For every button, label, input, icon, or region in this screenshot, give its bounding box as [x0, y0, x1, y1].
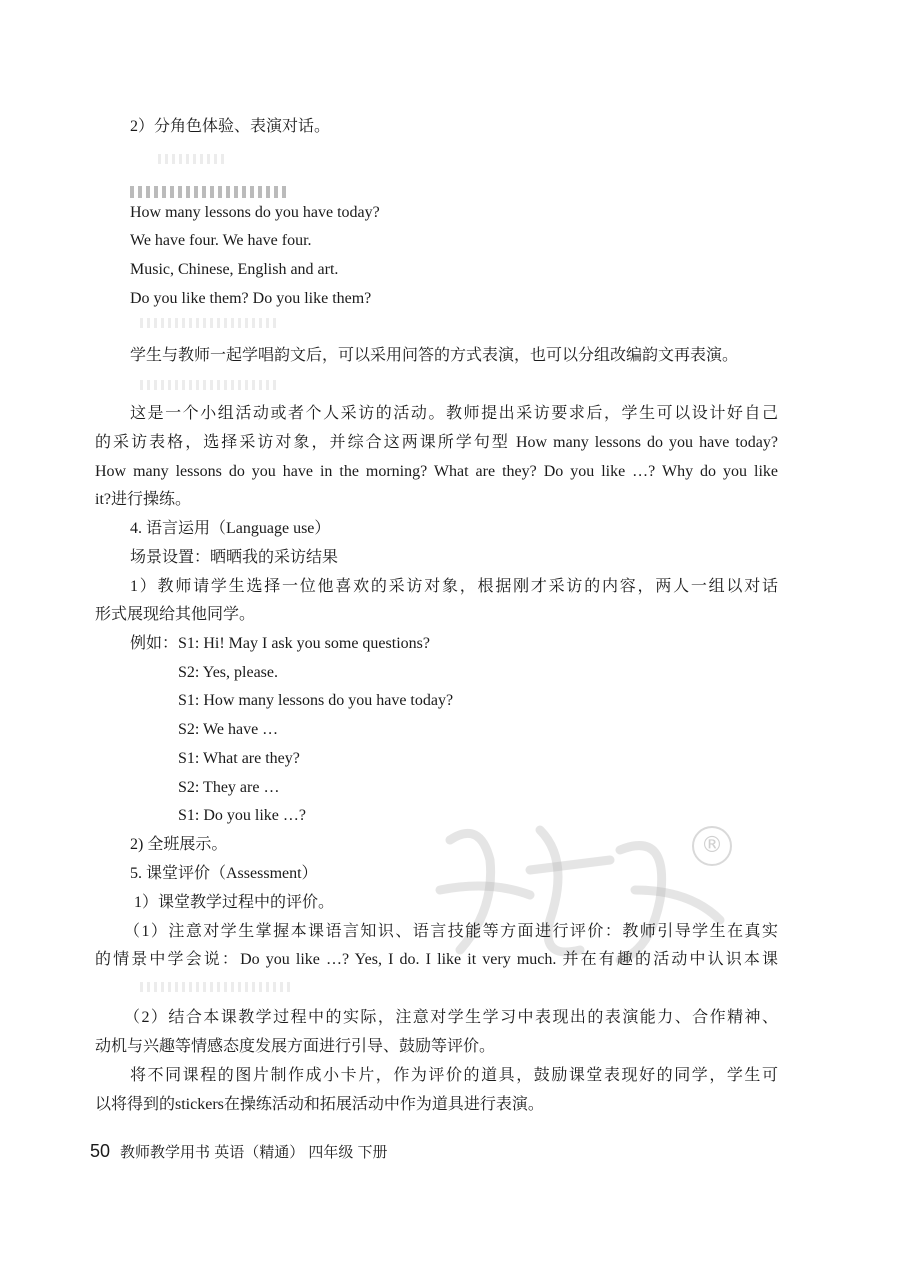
section-heading-assessment: 5. 课堂评价（Assessment） — [130, 865, 318, 882]
scan-smudge — [140, 982, 290, 992]
scan-smudge — [158, 154, 228, 164]
paragraph-interview-line-2: 的采访表格，选择采访对象，并综合这两课所学句型 How many lessons do you have today? — [95, 434, 778, 451]
book-title: 教师教学用书 英语（精通） 四年级 下册 — [120, 1144, 388, 1161]
chant-line-1: How many lessons do you have today? — [130, 204, 380, 221]
paragraph-interview-line-4: it?进行操练。 — [95, 491, 191, 508]
chant-line-3: Music, Chinese, English and art. — [130, 261, 339, 278]
scan-smudge — [140, 380, 280, 390]
example-prefix: 例如： — [130, 635, 179, 652]
chant-line-4: Do you like them? Do you like them? — [130, 290, 372, 307]
assessment-point-1-line-2: 的情景中学会说：Do you like …? Yes, I do. I like it very much. 并在有趣的活动中认识本课 — [95, 951, 778, 968]
paragraph-dialogue-line-1: 1）教师请学生选择一位他喜欢的采访对象，根据刚才采访的内容，两人一组以对话 — [130, 578, 778, 595]
scan-smudge — [140, 318, 280, 328]
assessment-point-2-line-2: 动机与兴趣等情感态度发展方面进行引导、鼓励等评价。 — [95, 1038, 496, 1055]
page-footer — [90, 1140, 388, 1164]
paragraph-interview-line-1: 这是一个小组活动或者个人采访的活动。教师提出采访要求后，学生可以设计好自己 — [130, 405, 778, 422]
dialogue-line-7: S1: Do you like …? — [178, 807, 306, 824]
paragraph-dialogue-line-2: 形式展现给其他同学。 — [95, 606, 256, 623]
scene-setting: 场景设置：晒晒我的采访结果 — [130, 549, 339, 566]
dialogue-line-6: S2: They are … — [178, 779, 280, 796]
stickers-paragraph-line-1: 将不同课程的图片制作成小卡片，作为评价的道具，鼓励课堂表现好的同学，学生可 — [130, 1067, 778, 1084]
assessment-sub-heading: 1）课堂教学过程中的评价。 — [134, 894, 335, 911]
scan-smudge — [130, 186, 290, 198]
dialogue-line-5: S1: What are they? — [178, 750, 300, 767]
paragraph-interview-line-3: How many lessons do you have in the morning? What are they? Do you like …? Why do you like — [95, 463, 778, 480]
dialogue-line-2: S2: Yes, please. — [178, 664, 279, 681]
section-heading-language-use: 4. 语言运用（Language use） — [130, 520, 331, 537]
assessment-point-2-line-1: （2）结合本课教学过程中的实际，注意对学生学习中表现出的表演能力、合作精神、 — [124, 1009, 778, 1026]
dialogue-line-3: S1: How many lessons do you have today? — [178, 692, 454, 709]
class-presentation: 2) 全班展示。 — [130, 836, 228, 853]
paragraph-chant-performance: 学生与教师一起学唱韵文后，可以采用问答的方式表演，也可以分组改编韵文再表演。 — [130, 347, 739, 364]
registered-mark: ® — [692, 826, 732, 866]
stickers-paragraph-line-2: 以将得到的stickers在操练活动和拓展活动中作为道具进行表演。 — [95, 1096, 544, 1113]
sub-heading-role-play: 2）分角色体验、表演对话。 — [130, 118, 331, 135]
dialogue-line-4: S2: We have … — [178, 721, 279, 738]
dialogue-line-1: S1: Hi! May I ask you some questions? — [178, 635, 430, 652]
page-number: 50 — [90, 1141, 111, 1161]
assessment-point-1-line-1: （1）注意对学生掌握本课语言知识、语言技能等方面进行评价：教师引导学生在真实 — [124, 923, 778, 940]
chant-line-2: We have four. We have four. — [130, 232, 312, 249]
